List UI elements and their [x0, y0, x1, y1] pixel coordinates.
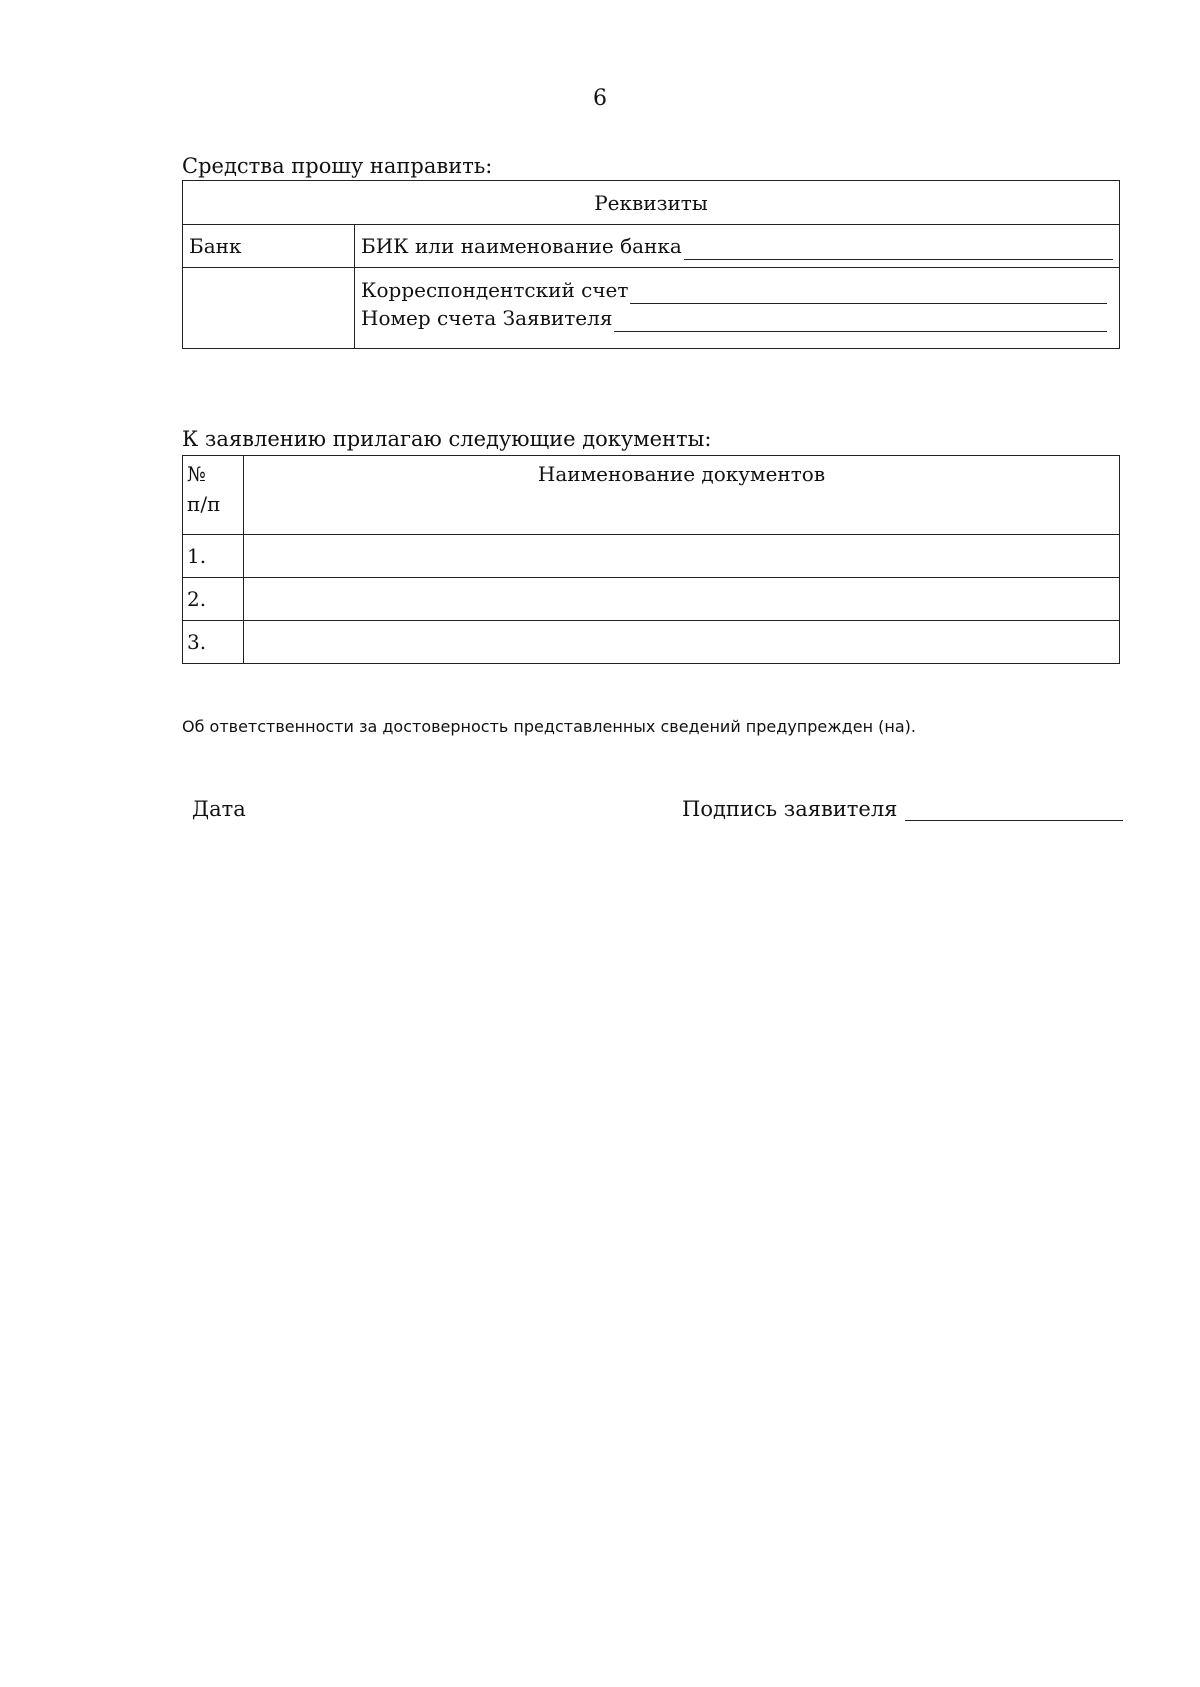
page-number: 6	[593, 86, 607, 111]
row-number: 2.	[183, 578, 244, 621]
bank-details-header: Реквизиты	[183, 181, 1120, 225]
col-number-header	[183, 456, 244, 535]
col-number-label: №	[187, 462, 206, 486]
row-number: 3.	[183, 621, 244, 664]
bank-field-cell	[355, 225, 1120, 268]
signature-block	[682, 797, 1123, 821]
corr-account-blank[interactable]	[630, 281, 1107, 304]
signature-line[interactable]	[905, 798, 1123, 821]
date-label: Дата	[192, 797, 246, 821]
row-document-name[interactable]	[244, 621, 1120, 664]
signature-label: Подпись заявителя	[682, 797, 898, 821]
table-row	[183, 621, 1120, 664]
bank-label: Банк	[183, 225, 355, 268]
documents-table	[182, 455, 1120, 664]
bank-field-blank[interactable]	[684, 237, 1113, 260]
accounts-cell	[355, 268, 1120, 349]
documents-intro: К заявлению прилагаю следующие документы:	[182, 427, 712, 451]
row-number: 1.	[183, 535, 244, 578]
responsibility-note: Об ответственности за достоверность представленных сведений предупрежден (на).	[182, 717, 916, 736]
applicant-account-blank[interactable]	[614, 309, 1107, 332]
row-document-name[interactable]	[244, 578, 1120, 621]
col-number-sublabel: п/п	[187, 492, 221, 516]
col-name-header: Наименование документов	[244, 456, 1120, 535]
corr-account-label: Корреспондентский счет	[361, 278, 629, 302]
empty-cell	[183, 268, 355, 349]
table-row	[183, 535, 1120, 578]
bank-field-label: БИК или наименование банка	[361, 234, 682, 258]
transfer-intro: Средства прошу направить:	[182, 154, 493, 178]
bank-details-table	[182, 180, 1120, 349]
table-row	[183, 578, 1120, 621]
row-document-name[interactable]	[244, 535, 1120, 578]
applicant-account-label: Номер счета Заявителя	[361, 306, 613, 330]
